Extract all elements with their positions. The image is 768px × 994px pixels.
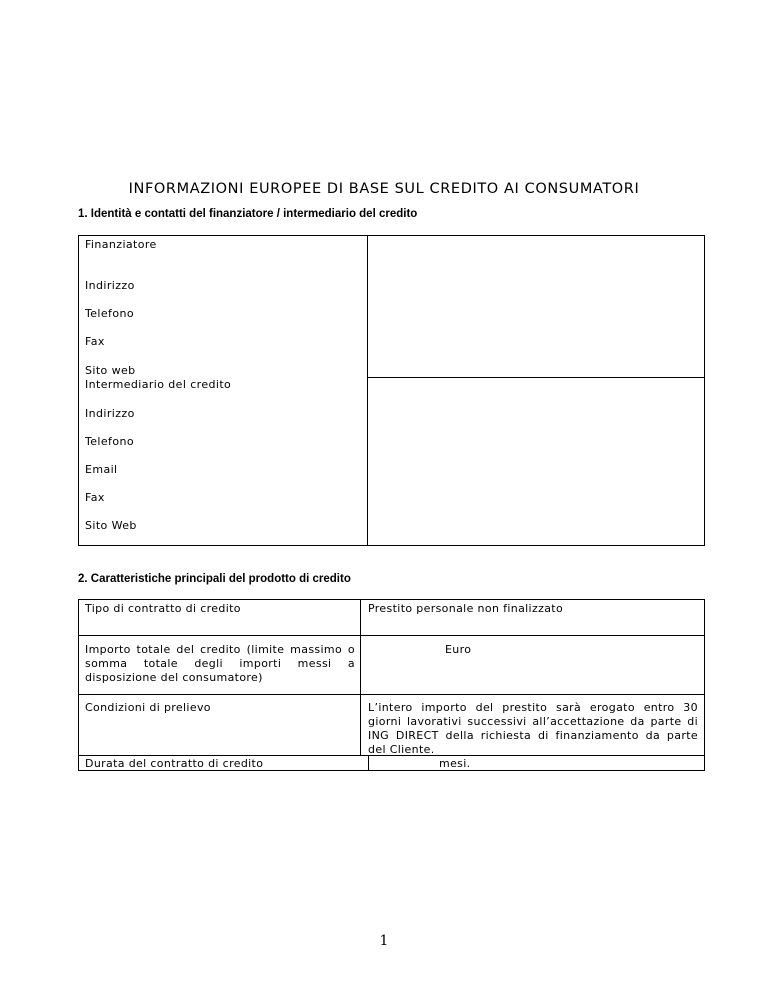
intermediary-fax-label: Fax xyxy=(85,491,105,504)
intermediary-email-label: Email xyxy=(85,463,118,476)
contract-duration-value: mesi. xyxy=(439,757,471,770)
page-number: 1 xyxy=(379,933,389,949)
lender-contacts-table xyxy=(78,235,705,546)
table-column-divider xyxy=(367,236,368,545)
total-credit-label: Importo totale del credito (limite massimo o somma totale degli importi messi a disposizione del consumatore) xyxy=(85,643,355,684)
contract-type-label: Tipo di contratto di credito xyxy=(85,602,241,615)
section-1-heading: 1. Identità e contatti del finanziatore / intermediario del credito xyxy=(78,208,418,220)
intermediary-label: Intermediario del credito xyxy=(85,378,232,391)
lender-phone-label: Telefono xyxy=(85,307,134,320)
table-row-divider xyxy=(79,635,704,636)
lender-website-label: Sito web xyxy=(85,364,136,377)
credit-product-table xyxy=(78,599,705,771)
table-column-divider-last-row xyxy=(368,755,369,770)
section-2-heading: 2. Caratteristiche principali del prodotto di credito xyxy=(78,573,351,585)
document-title: INFORMAZIONI EUROPEE DI BASE SUL CREDITO AI CONSUMATORI xyxy=(128,181,640,197)
withdrawal-conditions-label: Condizioni di prelievo xyxy=(85,701,211,714)
intermediary-address-label: Indirizzo xyxy=(85,407,135,420)
table-row-divider xyxy=(79,694,704,695)
intermediary-phone-label: Telefono xyxy=(85,435,134,448)
lender-address-label: Indirizzo xyxy=(85,279,135,292)
contract-duration-label: Durata del contratto di credito xyxy=(85,757,264,770)
table-row-divider xyxy=(367,377,704,378)
contract-type-value: Prestito personale non finalizzato xyxy=(368,602,564,615)
withdrawal-conditions-value: L’intero importo del prestito sarà erogato entro 30 giorni lavorativi successivi all’accettazione da parte di ING DIRECT della richiesta di finanziamento da parte del Cliente. xyxy=(368,701,698,756)
intermediary-website-label: Sito Web xyxy=(85,519,137,532)
table-column-divider xyxy=(360,600,361,755)
lender-fax-label: Fax xyxy=(85,335,105,348)
total-credit-value: Euro xyxy=(445,643,472,656)
lender-label: Finanziatore xyxy=(85,238,157,251)
